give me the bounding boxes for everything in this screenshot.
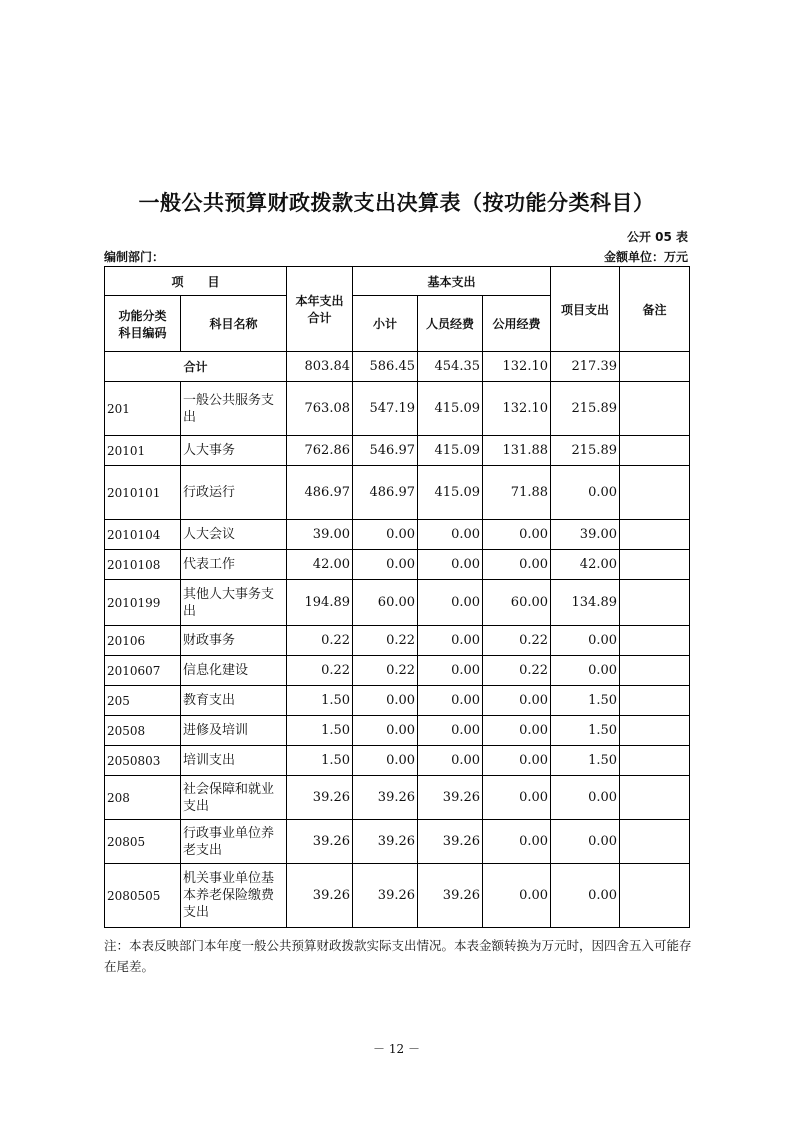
table-row	[105, 746, 690, 776]
subtotal-cell: 0.22	[353, 656, 418, 686]
public-cell: 0.22	[483, 656, 551, 686]
table-row	[105, 382, 690, 436]
subtotal-cell: 0.00	[353, 686, 418, 716]
project-cell: 134.89	[551, 580, 620, 626]
table-row	[105, 520, 690, 550]
total-label: 合计	[105, 352, 287, 382]
personnel-cell: 0.00	[418, 746, 483, 776]
public-cell: 0.00	[483, 820, 551, 864]
name-cell: 其他人大事务支出	[181, 580, 287, 626]
personnel-cell: 0.00	[418, 550, 483, 580]
code-cell: 20805	[105, 820, 181, 864]
name-cell: 行政运行	[181, 466, 287, 520]
personnel-cell: 415.09	[418, 382, 483, 436]
total-cell: 803.84	[287, 352, 353, 382]
code-cell: 2050803	[105, 746, 181, 776]
public-cell: 71.88	[483, 466, 551, 520]
public-cell: 132.10	[483, 352, 551, 382]
personnel-cell: 415.09	[418, 436, 483, 466]
header-code	[105, 296, 181, 352]
public-cell: 60.00	[483, 580, 551, 626]
name-cell: 社会保障和就业支出	[181, 776, 287, 820]
code-cell: 2080505	[105, 864, 181, 928]
personnel-cell: 0.00	[418, 626, 483, 656]
personnel-cell: 454.35	[418, 352, 483, 382]
remark-cell	[620, 686, 690, 716]
header-subtotal: 小计	[353, 296, 418, 352]
public-cell: 0.00	[483, 716, 551, 746]
code-cell: 20508	[105, 716, 181, 746]
remark-cell	[620, 520, 690, 550]
total-cell: 486.97	[287, 466, 353, 520]
footnote: 注：本表反映部门本年度一般公共预算财政拨款实际支出情况。本表金额转换为万元时，因四舍五入可能存在尾差。	[104, 938, 692, 974]
table-row	[105, 656, 690, 686]
expenditure-table	[104, 266, 690, 928]
personnel-cell: 415.09	[418, 466, 483, 520]
name-cell: 人大事务	[181, 436, 287, 466]
remark-cell	[620, 580, 690, 626]
project-cell: 217.39	[551, 352, 620, 382]
remark-cell	[620, 436, 690, 466]
subtotal-cell: 39.26	[353, 820, 418, 864]
personnel-cell: 39.26	[418, 820, 483, 864]
subtotal-cell: 0.22	[353, 626, 418, 656]
code-cell: 20106	[105, 626, 181, 656]
code-cell: 20101	[105, 436, 181, 466]
table-row	[105, 820, 690, 864]
project-cell: 1.50	[551, 746, 620, 776]
total-cell: 39.26	[287, 864, 353, 928]
total-row	[105, 352, 690, 382]
remark-cell	[620, 776, 690, 820]
subtotal-cell: 0.00	[353, 550, 418, 580]
project-cell: 0.00	[551, 776, 620, 820]
project-cell: 0.00	[551, 466, 620, 520]
public-cell: 0.00	[483, 776, 551, 820]
header-code-line1: 功能分类	[118, 308, 167, 323]
remark-cell	[620, 466, 690, 520]
name-cell: 信息化建设	[181, 656, 287, 686]
name-cell: 行政事业单位养老支出	[181, 820, 287, 864]
project-cell: 1.50	[551, 716, 620, 746]
name-cell: 财政事务	[181, 626, 287, 656]
project-cell: 0.00	[551, 864, 620, 928]
project-cell: 1.50	[551, 686, 620, 716]
personnel-cell: 0.00	[418, 656, 483, 686]
table-row	[105, 686, 690, 716]
subtotal-cell: 0.00	[353, 520, 418, 550]
project-cell: 215.89	[551, 382, 620, 436]
public-cell: 132.10	[483, 382, 551, 436]
subtotal-cell: 586.45	[353, 352, 418, 382]
total-cell: 1.50	[287, 686, 353, 716]
subtotal-cell: 0.00	[353, 716, 418, 746]
name-cell: 代表工作	[181, 550, 287, 580]
project-cell: 0.00	[551, 656, 620, 686]
unit-label: 金额单位：万元	[603, 250, 688, 264]
header-basic: 基本支出	[353, 267, 551, 296]
header-total-line2: 合计	[307, 311, 332, 325]
remark-cell	[620, 626, 690, 656]
total-cell: 39.26	[287, 820, 353, 864]
project-cell: 39.00	[551, 520, 620, 550]
public-cell: 131.88	[483, 436, 551, 466]
header-public: 公用经费	[483, 296, 551, 352]
total-cell: 39.26	[287, 776, 353, 820]
remark-cell	[620, 656, 690, 686]
page-title: 一般公共预算财政拨款支出决算表（按功能分类科目）	[138, 191, 655, 215]
header-total-line1: 本年支出	[295, 294, 344, 308]
project-cell: 42.00	[551, 550, 620, 580]
subtotal-cell: 60.00	[353, 580, 418, 626]
personnel-cell: 39.26	[418, 776, 483, 820]
table-row	[105, 864, 690, 928]
total-cell: 762.86	[287, 436, 353, 466]
project-cell: 0.00	[551, 626, 620, 656]
remark-cell	[620, 820, 690, 864]
header-project-exp: 项目支出	[551, 267, 620, 352]
name-cell: 人大会议	[181, 520, 287, 550]
subtotal-cell: 546.97	[353, 436, 418, 466]
header-project: 项 目	[105, 267, 287, 296]
public-cell: 0.00	[483, 520, 551, 550]
name-cell: 进修及培训	[181, 716, 287, 746]
code-cell: 205	[105, 686, 181, 716]
name-cell: 一般公共服务支出	[181, 382, 287, 436]
code-cell: 2010101	[105, 466, 181, 520]
code-cell: 208	[105, 776, 181, 820]
dept-label: 编制部门：	[104, 250, 165, 264]
project-cell: 215.89	[551, 436, 620, 466]
remark-cell	[620, 550, 690, 580]
name-cell: 培训支出	[181, 746, 287, 776]
total-cell: 1.50	[287, 716, 353, 746]
code-cell: 2010108	[105, 550, 181, 580]
project-cell: 0.00	[551, 820, 620, 864]
remark-cell	[620, 864, 690, 928]
remark-cell	[620, 352, 690, 382]
code-cell: 2010104	[105, 520, 181, 550]
table-row	[105, 436, 690, 466]
public-cell: 0.00	[483, 746, 551, 776]
header-remark: 备注	[620, 267, 690, 352]
header-personnel: 人员经费	[418, 296, 483, 352]
table-row	[105, 550, 690, 580]
remark-cell	[620, 716, 690, 746]
name-cell: 教育支出	[181, 686, 287, 716]
personnel-cell: 0.00	[418, 716, 483, 746]
subtotal-cell: 0.00	[353, 746, 418, 776]
subtotal-cell: 39.26	[353, 776, 418, 820]
code-cell: 2010199	[105, 580, 181, 626]
subtotal-cell: 39.26	[353, 864, 418, 928]
total-cell: 763.08	[287, 382, 353, 436]
public-cell: 0.00	[483, 686, 551, 716]
subtotal-cell: 486.97	[353, 466, 418, 520]
total-cell: 0.22	[287, 626, 353, 656]
total-cell: 1.50	[287, 746, 353, 776]
public-cell: 0.00	[483, 550, 551, 580]
public-cell: 0.22	[483, 626, 551, 656]
total-cell: 0.22	[287, 656, 353, 686]
table-row	[105, 716, 690, 746]
table-row	[105, 626, 690, 656]
public-cell: 0.00	[483, 864, 551, 928]
remark-cell	[620, 746, 690, 776]
personnel-cell: 39.26	[418, 864, 483, 928]
personnel-cell: 0.00	[418, 520, 483, 550]
table-row	[105, 776, 690, 820]
name-cell: 机关事业单位基本养老保险缴费支出	[181, 864, 287, 928]
code-cell: 201	[105, 382, 181, 436]
header-code-line2: 科目编码	[118, 325, 167, 340]
total-cell: 39.00	[287, 520, 353, 550]
code-cell: 2010607	[105, 656, 181, 686]
form-number: 公开 05 表	[626, 230, 688, 244]
personnel-cell: 0.00	[418, 580, 483, 626]
header-total	[287, 267, 353, 352]
total-cell: 194.89	[287, 580, 353, 626]
remark-cell	[620, 382, 690, 436]
table-row	[105, 580, 690, 626]
total-cell: 42.00	[287, 550, 353, 580]
page-number: － 12 －	[373, 1042, 420, 1056]
subtotal-cell: 547.19	[353, 382, 418, 436]
personnel-cell: 0.00	[418, 686, 483, 716]
header-name: 科目名称	[181, 296, 287, 352]
table-row	[105, 466, 690, 520]
